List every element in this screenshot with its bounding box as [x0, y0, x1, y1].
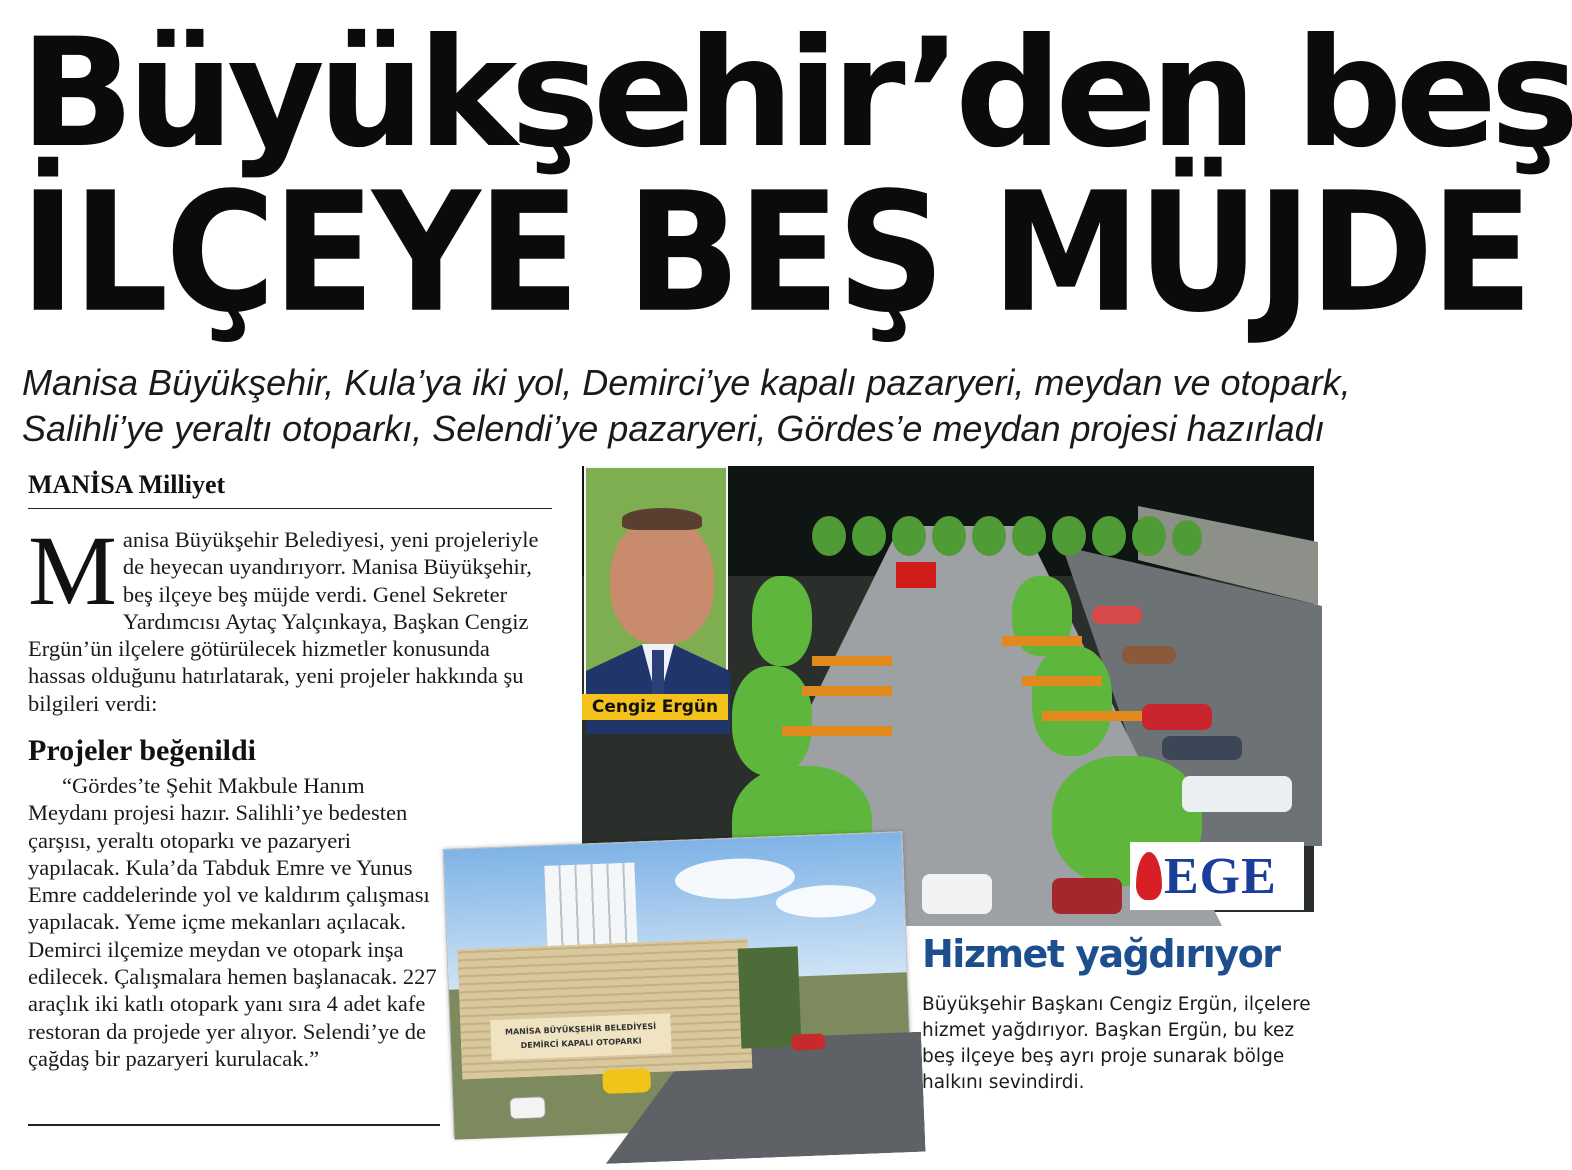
logo-text: EGE	[1164, 847, 1277, 905]
portrait-photo	[584, 466, 728, 720]
headline-line-2: İLÇEYE BEŞ MÜJDE	[20, 157, 1531, 350]
headline-line-1: Büyükşehir’den beş	[20, 7, 1572, 181]
drop-cap: M	[28, 515, 117, 626]
portrait-caption: Cengiz Ergün	[582, 694, 728, 720]
otopark-sign: MANİSA BÜYÜKŞEHİR BELEDİYESİ DEMİRCİ KAPALI OTOPARKI	[490, 1013, 671, 1060]
otopark-render-image	[443, 831, 914, 1138]
deck-line-2: Salihli’ye yeraltı otoparkı, Selendi’ye pazaryeri, Gördes’e meydan projesi hazırladı	[22, 408, 1325, 449]
article-intro	[28, 515, 548, 717]
deck	[22, 360, 1351, 452]
column-rule	[28, 1124, 440, 1126]
deck-line-1: Manisa Büyükşehir, Kula’ya iki yol, Demirci’ye kapalı pazaryeri, meydan ve otopark,	[22, 362, 1351, 403]
intro-paragraph: anisa Büyükşehir Belediyesi, yeni projeleriyle de heyecan uyandırıyorr. Manisa Büyükşehir, beş ilçeye beş müjde verdi. Genel Sekreter Yardımcısı Aytaç Yalçınkaya, Başkan Cengiz Ergün’ün ilçelere götürülecek hizmetler konusunda hassas olduğunu hatırlatarak, yeni projeler hakkında şu bilgileri verdi:	[28, 527, 539, 716]
sidebar-text: Büyükşehir Başkanı Cengiz Ergün, ilçelere hizmet yağdırıyor. Başkan Ergün, bu kez beş ilçeye beş ayrı proje sunarak bölge halkını sevindirdi.	[922, 994, 1311, 1093]
subheading: Projeler beğenildi	[28, 734, 257, 767]
quote-paragraph: “Gördes’te Şehit Makbule Hanım Meydanı projesi hazır. Salihli’ye bedesten çarşısı, yeraltı otoparkı ve pazaryeri yapılacak. Kula’da Tabduk Emre ve Yunus Emre caddelerinde yol ve kaldırım çalışması yapılacak. Yeme içme mekanları açılacak. Demirci ilçemize meydan ve otopark inşa edilecek. Çalışmalara hemen başlanacak. 227 araçlık iki katlı otopark yanı sıra 4 adet kafe restoran da projede yer alıyor. Selendi’ye de çağdaş bir pazaryeri kurulacak.”	[28, 773, 437, 1071]
article-quote	[28, 772, 448, 1072]
headline	[20, 7, 1572, 350]
sidebar-title: Hizmet yağdırıyor	[922, 932, 1280, 976]
byline: MANİSA Milliyet	[28, 470, 552, 509]
flame-icon	[1136, 852, 1162, 900]
ege-logo	[1130, 842, 1304, 910]
